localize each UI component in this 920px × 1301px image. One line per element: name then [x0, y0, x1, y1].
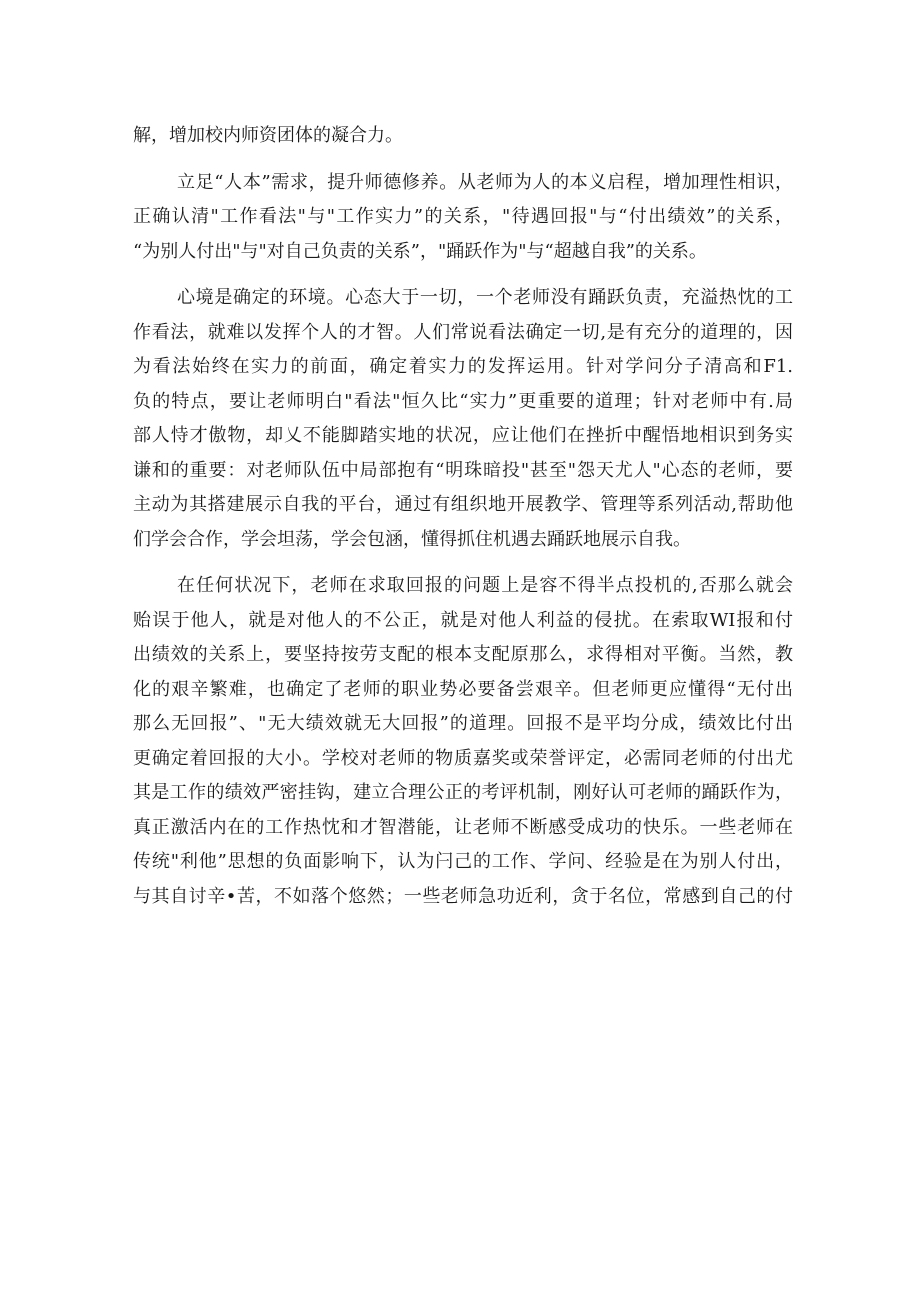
text-line: 解，增加校内师资团体的凝合力。 — [133, 125, 403, 146]
text-line: 谦和的重要：对老师队伍中局部抱有“明珠暗投"甚至"怨天尤人"心态的老师，要 — [133, 459, 793, 481]
text-line: 真正激活内在的工作热忱和才智潜能，让老师不断感受成功的快乐。一些老师在 — [133, 816, 793, 838]
text-line: 负的特点，要让老师明白"看法"恒久比“实力”更重要的道理；针对老师中有.局 — [133, 390, 793, 412]
paragraph-gap — [133, 269, 793, 281]
paragraph-gap — [133, 154, 793, 166]
text-line: “为别人付出"与"对自己负责的关系”，"踊跃作为"与“超越自我”的关系。 — [133, 240, 707, 262]
text-line: 心境是确定的环境。心态大于一切，一个老师没有踊跃负责，充溢热忱的工 — [177, 287, 793, 308]
document-body — [133, 119, 793, 914]
text-line: 更确定着回报的大小。学校对老师的物质嘉奖或荣誉评定，必需同老师的付出尤 — [133, 747, 793, 769]
text-line: 们学会合作，学会坦荡，学会包涵，懂得抓住机遇去踊跃地展示自我。 — [133, 528, 691, 550]
paragraph-gap — [133, 557, 793, 569]
text-line: 那么无回报”、"无大绩效就无大回报”的道理。回报不是平均分成，绩效比付出 — [133, 713, 793, 734]
text-line: 部人恃才傲物，却乂不能脚踏实地的状况，应让他们在挫折中醒悟地相识到务实 — [133, 425, 793, 446]
text-line: 传统"利他”思想的负面影响下，认为闩己的工作、学问、经验是在为别人付出， — [133, 851, 793, 872]
text-line: 其是工作的绩效严密挂钩，建立合理公正的考评机制，刚好认可老师的踊跃作为， — [133, 782, 793, 803]
text-line: 为看法始终在实力的前面，确定着实力的发挥运用。针对学问分子清高和F1. — [133, 356, 793, 377]
text-line: 化的艰辛繁难，也确定了老师的职业势必要备尝艰辛。但老师更应懂得“无付出 — [133, 678, 793, 700]
text-line: 在任何状况下，老师在求取回报的问题上是容不得半点投机的,否那么就会 — [177, 575, 793, 596]
text-line: 出绩效的关系上，要坚持按劳支配的根本支配原那么，求得相对平衡。当然，教 — [133, 644, 793, 665]
text-line: 主动为其搭建展示自我的平台，通过有组织地开展教学、管理等系列活动,帮助他 — [133, 494, 793, 515]
text-line: 与其自讨辛•苦，不如落个悠然；一些老师急功近利，贪于名位，常感到自己的付 — [133, 885, 793, 907]
text-line: 贻误于他人，就是对他人的不公正，就是对他人利益的侵扰。在索取WI报和付 — [133, 609, 793, 631]
text-line: 立足“人本”需求，提升师德修养。从老师为人的本义启程，增加理性相识， — [177, 171, 793, 193]
text-line: 正确认清"工作看法"与"工作实力”的关系，"待遇回报"与“付出绩效”的关系， — [133, 206, 793, 227]
text-line: 作看法，就难以发挥个人的才智。人们常说看法确定一切,是有充分的道理的，因 — [133, 321, 793, 343]
